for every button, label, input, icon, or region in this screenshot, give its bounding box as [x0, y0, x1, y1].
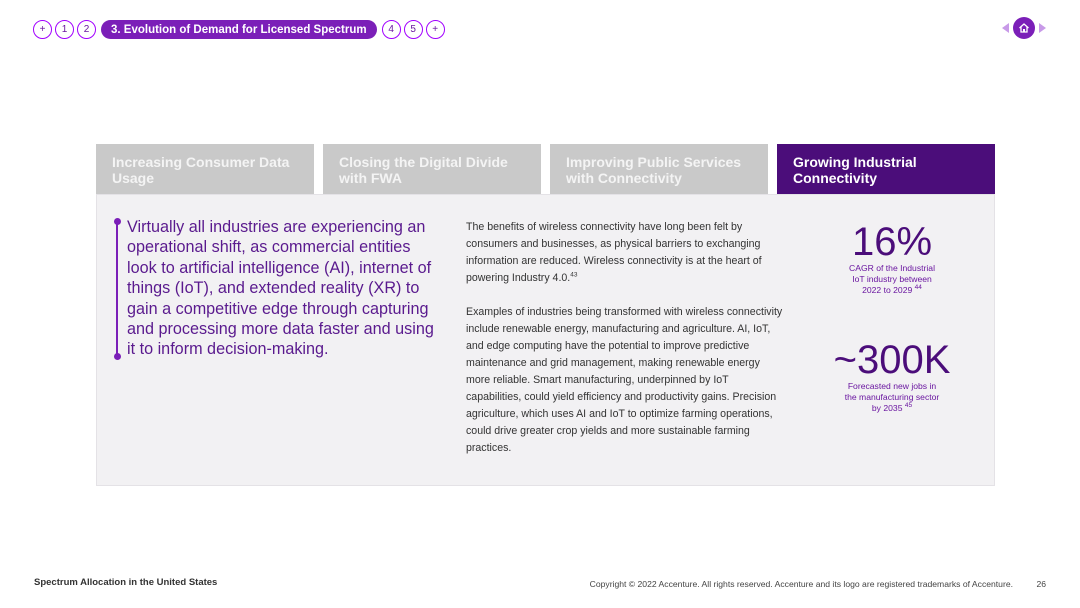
body-paragraph-2: Examples of industries being transformed with wireless connectivity include renewable energy, manufacturing and agriculture. AI, IoT, and edge computing have the potential to improve predictive maintenance and grid management, making renewable energy more reliable. Smart manufacturing, underpinned by IoT capabilities, could yield efficiency and productivity gains. Precision agriculture, which uses AI and IoT to optimize farming operations, could drive greater crop yields and more sustainable farming practices.	[466, 306, 783, 454]
section-navigation	[33, 20, 445, 39]
content-panel	[96, 194, 995, 486]
body-paragraph-1: The benefits of wireless connectivity have long been felt by consumers and businesses, as physical barriers to exchanging information are reduced. Wireless connectivity is at the heart of powering Industry 4.0.43	[466, 221, 762, 284]
nav-next-button[interactable]: +	[426, 20, 445, 39]
stat-iot-cagr	[827, 221, 957, 296]
stat-manufacturing-jobs	[827, 339, 957, 414]
stat-value: ~300K	[833, 338, 951, 382]
quote-bar	[116, 221, 118, 357]
nav-section-1[interactable]: 1	[55, 20, 74, 39]
quote-dot-top	[114, 218, 121, 225]
nav-section-4[interactable]: 4	[382, 20, 401, 39]
footnote-ref[interactable]: 43	[570, 271, 578, 279]
nav-section-5[interactable]: 5	[404, 20, 423, 39]
stat-value: 16%	[851, 220, 933, 264]
body-text	[466, 219, 786, 457]
topic-tabs	[96, 144, 995, 194]
footnote-ref[interactable]: 45	[904, 402, 913, 410]
home-icon	[1018, 22, 1030, 34]
prev-page-arrow-icon[interactable]	[1002, 23, 1009, 33]
tab-industrial-connectivity[interactable]: Growing Industrial Connectivity	[777, 144, 995, 194]
quote-dot-bottom	[114, 353, 121, 360]
quote-text: Virtually all industries are experiencing an operational shift, as commercial entities look to artificial intelligence (AI), internet of things (IoT), and extended reality (XR) to gain a competitive edge through capturing and processing more data faster and using it to inform decision-making.	[127, 218, 434, 359]
footnote-ref[interactable]: 44	[914, 284, 922, 292]
nav-section-3-active[interactable]: 3. Evolution of Demand for Licensed Spectrum	[101, 20, 377, 39]
home-button[interactable]	[1013, 17, 1035, 39]
page-navigation	[1002, 17, 1046, 39]
stat-description: Forecasted new jobs in the manufacturing sector by 2035 $^{45}$	[844, 381, 940, 413]
stat-description: CAGR of the Industrial IoT industry between 2022 to 2029 $^{44}$	[849, 263, 935, 295]
nav-section-2[interactable]: 2	[77, 20, 96, 39]
tab-digital-divide[interactable]: Closing the Digital Divide with FWA	[323, 144, 541, 194]
document-title: Spectrum Allocation in the United States	[34, 577, 218, 588]
nav-prev-button[interactable]: +	[33, 20, 52, 39]
next-page-arrow-icon[interactable]	[1039, 23, 1046, 33]
copyright-notice: Copyright © 2022 Accenture. All rights reserved. Accenture and its logo are registered trademarks of Accenture.	[589, 579, 1013, 589]
tab-public-services[interactable]: Improving Public Services with Connectivity	[550, 144, 768, 194]
tab-consumer-data-usage[interactable]: Increasing Consumer Data Usage	[96, 144, 314, 194]
pull-quote	[113, 217, 443, 360]
page-number: 26	[1036, 579, 1046, 589]
